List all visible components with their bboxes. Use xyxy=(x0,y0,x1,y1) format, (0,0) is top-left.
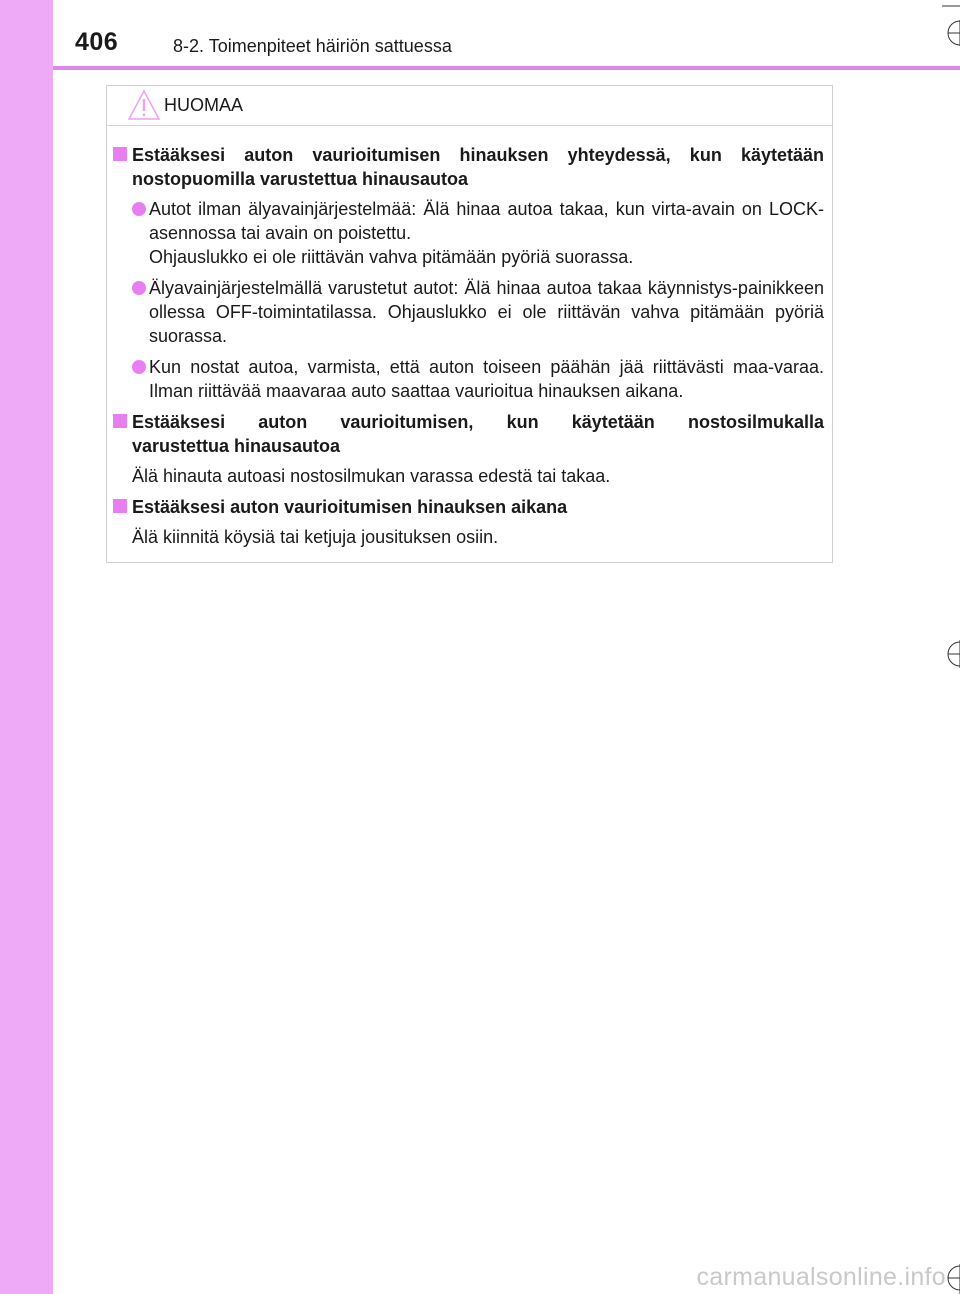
section-heading xyxy=(113,143,824,191)
round-bullet-icon xyxy=(132,360,146,374)
crop-mark-middle-right xyxy=(940,636,960,672)
section-heading-line: varustettua hinausautoa xyxy=(132,436,341,456)
header-rule xyxy=(53,66,960,70)
page-header xyxy=(53,0,960,72)
list-item-text: Autot ilman älyavainjärjestelmää: Älä hinaa autoa takaa, kun virta-avain on LOCK-asennossa tai avain on poistettu. xyxy=(149,199,824,243)
square-bullet-icon xyxy=(113,499,127,513)
crop-mark-top-right xyxy=(940,0,960,50)
side-color-strip xyxy=(0,0,53,1294)
round-bullet-icon xyxy=(132,202,146,216)
section-heading xyxy=(113,410,824,458)
page-number: 406 xyxy=(75,28,119,56)
section-text-line: Älä hinauta autoasi nostosilmukan varassa edestä tai takaa. xyxy=(132,466,611,486)
notice-header xyxy=(107,86,832,126)
section-text xyxy=(113,464,824,488)
list-item-text: Älyavainjärjestelmällä varustetut autot: Älä hinaa autoa takaa käynnistys-painikkeen ollessa OFF-toimintatilassa. Ohjauslukko ei ole riittävän vahva pitämään pyöriä suorassa. xyxy=(149,278,824,346)
section-during-towing xyxy=(113,495,824,549)
list-item xyxy=(113,355,824,403)
section-heading-line: Estääksesi auton vaurioitumisen, kun käytetään nostosilmukalla xyxy=(132,412,824,432)
section-title: 8-2. Toimenpiteet häiriön sattuessa xyxy=(173,36,452,56)
list-item xyxy=(113,276,824,348)
list-item xyxy=(113,197,824,269)
notice-box xyxy=(106,85,833,563)
round-bullet-icon xyxy=(132,281,146,295)
section-text-line: Älä kiinnitä köysiä tai ketjuja jousituksen osiin. xyxy=(132,527,499,547)
square-bullet-icon xyxy=(113,147,127,161)
list-item-text: Kun nostat autoa, varmista, että auton toiseen päähän jää riittävästi maa-varaa. Ilman riittävää maavaraa auto saattaa vaurioitua hinauksen aikana. xyxy=(149,357,824,401)
list-item-text: Ohjauslukko ei ole riittävän vahva pitämään pyöriä suorassa. xyxy=(149,247,634,267)
section-heading-text: Estääksesi auton vaurioitumisen hinauksen aikana xyxy=(132,497,568,517)
section-wheel-lift-tow-truck xyxy=(113,410,824,488)
section-text xyxy=(113,525,824,549)
section-heading xyxy=(113,495,824,519)
warning-triangle-icon xyxy=(127,89,161,121)
section-heading-text: Estääksesi auton vaurioitumisen hinauksen yhteydessä, kun käytetään nostopuomilla varustettua hinausautoa xyxy=(132,145,824,189)
notice-body xyxy=(107,126,832,549)
square-bullet-icon xyxy=(113,414,127,428)
section-boom-tow-truck xyxy=(113,143,824,403)
notice-label: HUOMAA xyxy=(164,95,244,115)
watermark: carmanualsonline.info xyxy=(696,1263,946,1291)
